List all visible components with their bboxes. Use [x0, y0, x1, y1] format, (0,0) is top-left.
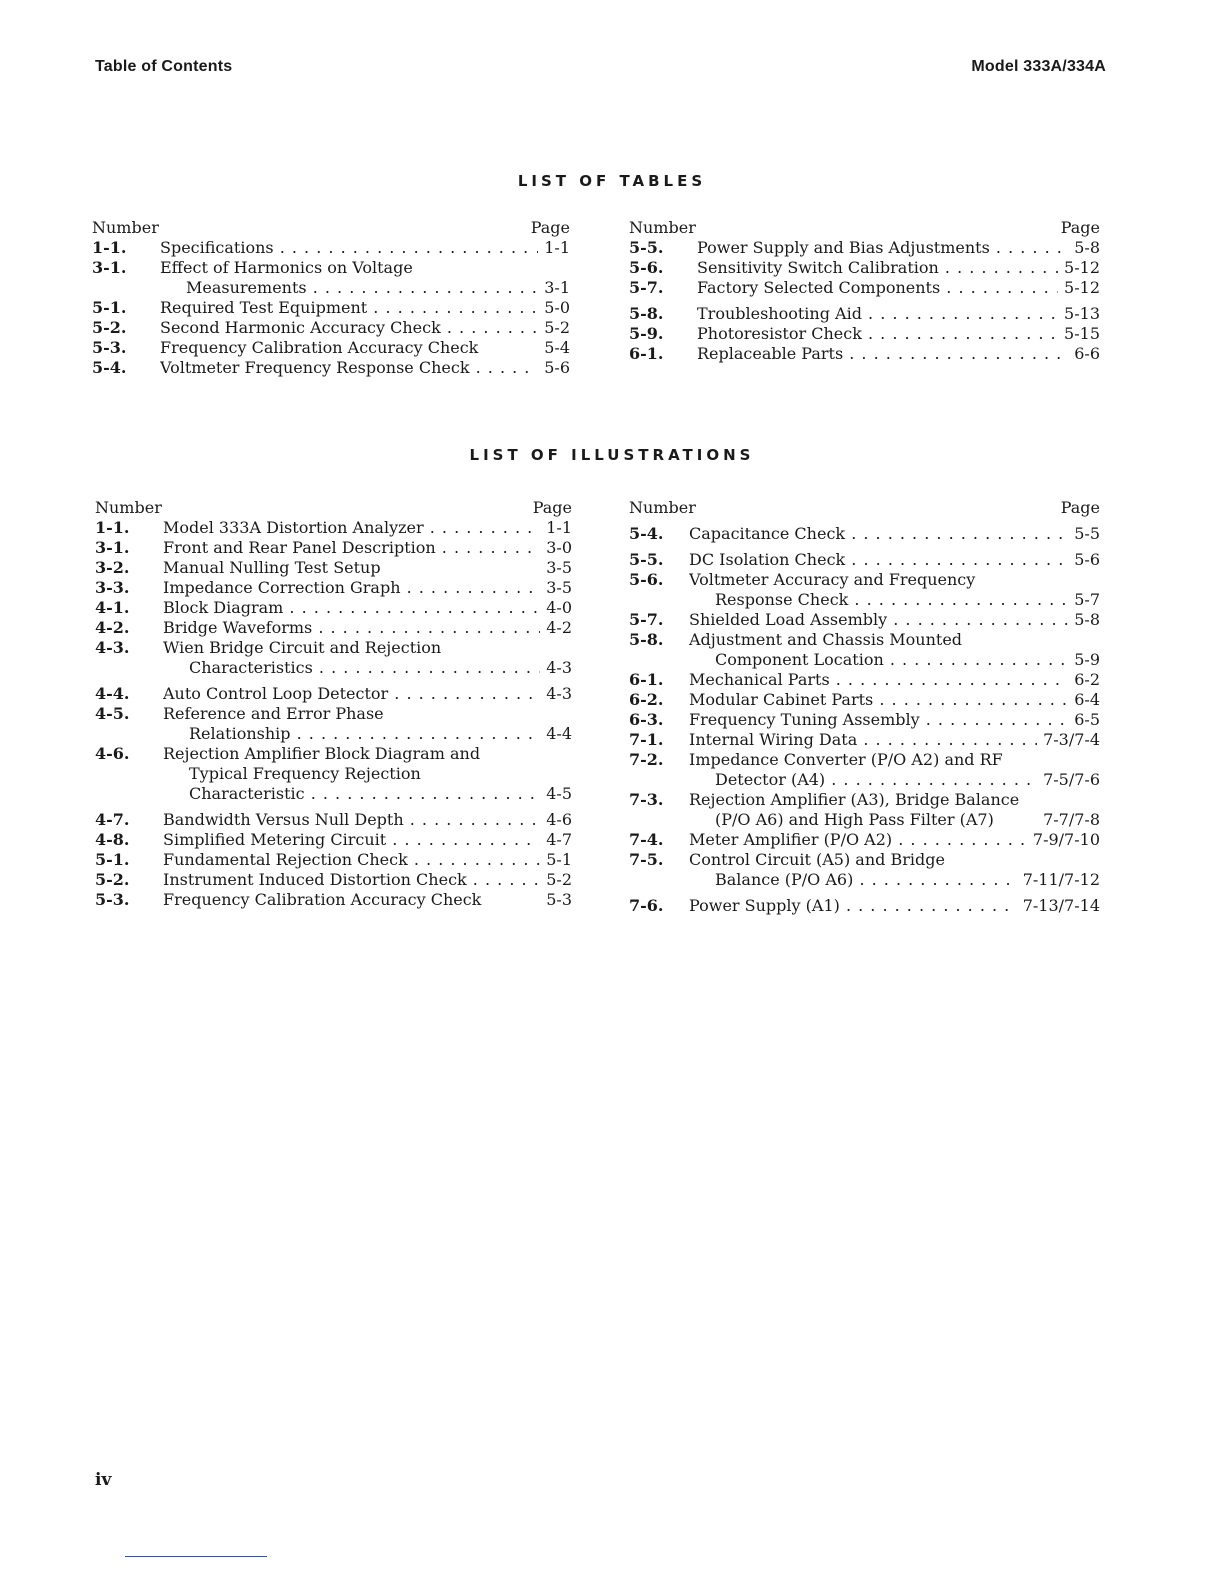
- toc-entry: [92, 358, 570, 378]
- entry-title-line: Fundamental Rejection Check . . .: [163, 850, 540, 870]
- entry-number: 4-7.: [95, 810, 130, 829]
- entry-page: 7-7/7-8: [1043, 810, 1100, 829]
- entry-page: 4-4: [546, 724, 572, 743]
- entry-title: [163, 618, 540, 638]
- leader-dots: [857, 730, 1037, 749]
- entry-page: 5-0: [544, 298, 570, 317]
- entry-title-line: Instrument Induced Distortion Check . . .: [163, 870, 540, 890]
- entry-title-line: Control Circuit (A5) and Bridge: [689, 850, 945, 869]
- column-header: [629, 498, 1100, 518]
- entry-title-line: Voltmeter Accuracy and Frequency: [689, 570, 976, 589]
- entry-page: 5-1: [546, 850, 572, 869]
- entry-page: 4-5: [546, 784, 572, 803]
- entry-number: 7-5.: [629, 850, 664, 869]
- entry-page: 5-6: [1074, 550, 1100, 569]
- entry-page: 1-1: [546, 518, 572, 537]
- leader-dots: [305, 784, 541, 803]
- toc-entry: [92, 318, 570, 338]
- toc-entry: [629, 344, 1100, 364]
- entry-title-line: Mechanical Parts . . .: [689, 670, 1068, 690]
- entry-title-line: Manual Nulling Test Setup: [163, 558, 381, 577]
- entry-title-continuation: Characteristics . . .: [163, 658, 540, 678]
- toc-entry: [629, 570, 1100, 610]
- leader-dots: [887, 610, 1068, 629]
- entry-page: 6-5: [1074, 710, 1100, 729]
- column-header: [629, 218, 1100, 238]
- entry-page: 7-3/7-4: [1043, 730, 1100, 749]
- leader-dots: [848, 590, 1068, 609]
- entry-title-continuation: Response Check . . .: [689, 590, 1068, 610]
- entry-title-line: Required Test Equipment . . .: [160, 298, 538, 318]
- entry-title: [697, 304, 1058, 324]
- entry-title: [163, 538, 540, 558]
- entry-number: 5-9.: [629, 324, 664, 343]
- toc-entry: [95, 684, 572, 704]
- entry-title: [697, 258, 1058, 278]
- leader-dots: [830, 670, 1069, 689]
- entry-title: [689, 850, 1017, 890]
- page-column-label: Page: [1060, 498, 1100, 517]
- toc-entry: [95, 704, 572, 744]
- toc-entry: [95, 638, 572, 678]
- entry-title: [689, 570, 1068, 610]
- entry-page: 4-3: [546, 684, 572, 703]
- leader-dots: [845, 550, 1068, 569]
- entry-number: 1-1.: [92, 238, 127, 257]
- entry-title-line: Photoresistor Check . . .: [697, 324, 1058, 344]
- entry-page: 3-1: [544, 278, 570, 297]
- toc-entry: [95, 744, 572, 804]
- toc-entry: [95, 538, 572, 558]
- leader-dots: [408, 850, 540, 869]
- entry-number: 3-1.: [92, 258, 127, 277]
- leader-dots: [388, 684, 540, 703]
- entry-page: 5-8: [1074, 610, 1100, 629]
- leader-dots: [291, 724, 541, 743]
- leader-dots: [862, 304, 1058, 323]
- leader-dots: [920, 710, 1069, 729]
- entry-page: 7-11/7-12: [1022, 870, 1100, 889]
- leader-dots: [436, 538, 541, 557]
- entry-title: [689, 550, 1068, 570]
- entry-title: [689, 750, 1037, 790]
- entry-page: 5-9: [1074, 650, 1100, 669]
- entry-title-line: Front and Rear Panel Description . . .: [163, 538, 540, 558]
- entry-title: [163, 684, 540, 704]
- leader-dots: [401, 578, 541, 597]
- entry-number: 7-2.: [629, 750, 664, 769]
- entry-page: 6-4: [1074, 690, 1100, 709]
- entry-title-line: Factory Selected Components . . .: [697, 278, 1058, 298]
- toc-entry: [629, 304, 1100, 324]
- entry-title-line: Power Supply and Bias Adjustments . . .: [697, 238, 1068, 258]
- entry-title-line: Model 333A Distortion Analyzer . . .: [163, 518, 540, 538]
- entry-title-line: Troubleshooting Aid . . .: [697, 304, 1058, 324]
- entry-title-line: Impedance Correction Graph . . .: [163, 578, 540, 598]
- entry-number: 3-1.: [95, 538, 130, 557]
- entry-number: 4-8.: [95, 830, 130, 849]
- entry-title-line: Internal Wiring Data . . .: [689, 730, 1037, 750]
- entry-title: [697, 324, 1058, 344]
- leader-dots: [386, 830, 540, 849]
- entry-page: 5-8: [1074, 238, 1100, 257]
- entry-title-line: Meter Amplifier (P/O A2) . . .: [689, 830, 1027, 850]
- entry-title-line: Replaceable Parts . . .: [697, 344, 1068, 364]
- running-header-right: Model 333A/334A: [971, 58, 1106, 75]
- entry-page: 5-6: [544, 358, 570, 377]
- entry-title: [163, 744, 540, 804]
- toc-entry: [95, 870, 572, 890]
- page-column-label: Page: [1060, 218, 1100, 237]
- page-number: iv: [95, 1470, 112, 1490]
- column-header: [95, 498, 572, 518]
- entry-title-line: Specifications . . .: [160, 238, 538, 258]
- entry-title: [163, 704, 540, 744]
- entry-number: 7-1.: [629, 730, 664, 749]
- entry-title-continuation: Component Location . . .: [689, 650, 1068, 670]
- entry-title: [160, 258, 538, 298]
- toc-entry: [629, 730, 1100, 750]
- toc-entry: [95, 518, 572, 538]
- entry-page: 6-2: [1074, 670, 1100, 689]
- entry-title: [689, 524, 1068, 544]
- leader-dots: [424, 518, 541, 537]
- toc-entry: [95, 558, 572, 578]
- toc-entry: [629, 896, 1100, 916]
- toc-entry: [629, 630, 1100, 670]
- entry-number: 7-4.: [629, 830, 664, 849]
- toc-entry: [629, 238, 1100, 258]
- toc-entry: [95, 830, 572, 850]
- leader-dots: [939, 258, 1058, 277]
- entry-number: 5-8.: [629, 304, 664, 323]
- entry-page: 5-2: [546, 870, 572, 889]
- entry-number: 5-6.: [629, 570, 664, 589]
- entry-number: 6-1.: [629, 344, 664, 363]
- entry-title-line: Effect of Harmonics on Voltage: [160, 258, 413, 277]
- entry-number: 4-1.: [95, 598, 130, 617]
- entry-number: 6-3.: [629, 710, 664, 729]
- entry-number: 3-3.: [95, 578, 130, 597]
- entry-title: [163, 598, 540, 618]
- entry-page: 5-3: [546, 890, 572, 909]
- toc-entry: [629, 690, 1100, 710]
- entry-page: 3-0: [546, 538, 572, 557]
- entry-page: 5-13: [1064, 304, 1100, 323]
- entry-title: [163, 810, 540, 830]
- entry-page: 7-13/7-14: [1022, 896, 1100, 915]
- entry-page: 6-6: [1074, 344, 1100, 363]
- entry-title: [163, 830, 540, 850]
- leader-dots: [940, 278, 1058, 297]
- entry-page: 7-9/7-10: [1032, 830, 1100, 849]
- leader-dots: [274, 238, 539, 257]
- entry-number: 4-6.: [95, 744, 130, 763]
- entry-title: [697, 238, 1068, 258]
- toc-entry: [629, 324, 1100, 344]
- leader-dots: [404, 810, 541, 829]
- entry-number: 5-7.: [629, 610, 664, 629]
- entry-number: 5-1.: [92, 298, 127, 317]
- entry-title: [689, 690, 1068, 710]
- entry-page: 3-5: [546, 578, 572, 597]
- toc-entry: [629, 850, 1100, 890]
- page-column-label: Page: [530, 218, 570, 237]
- entry-title: [163, 558, 540, 578]
- entry-number: 6-1.: [629, 670, 664, 689]
- entry-number: 4-3.: [95, 638, 130, 657]
- entry-number: 5-5.: [629, 238, 664, 257]
- number-column-label: Number: [95, 498, 162, 517]
- entry-title-continuation: Balance (P/O A6) . . .: [689, 870, 1017, 890]
- entry-title-line: Capacitance Check . . .: [689, 524, 1068, 544]
- entry-title: [697, 278, 1058, 298]
- entry-title: [163, 638, 540, 678]
- entry-title: [160, 238, 538, 258]
- leader-dots: [873, 690, 1068, 709]
- leader-dots: [467, 870, 541, 889]
- entry-title-line: Rejection Amplifier Block Diagram and: [163, 744, 481, 763]
- entry-title: [689, 830, 1027, 850]
- leader-dots: [845, 524, 1068, 543]
- toc-entry: [629, 258, 1100, 278]
- entry-title-line: Second Harmonic Accuracy Check . . .: [160, 318, 538, 338]
- entry-title-line: Sensitivity Switch Calibration . . .: [697, 258, 1058, 278]
- tables-right-column: [629, 218, 1100, 364]
- entry-title-line: Adjustment and Chassis Mounted: [689, 630, 963, 649]
- toc-entry: [629, 550, 1100, 570]
- leader-dots: [312, 618, 540, 637]
- toc-entry: [92, 298, 570, 318]
- entry-title-continuation: Typical Frequency Rejection: [189, 764, 421, 783]
- leader-dots: [892, 830, 1027, 849]
- entry-number: 5-3.: [95, 890, 130, 909]
- column-header: [92, 218, 570, 238]
- leader-dots: [840, 896, 1017, 915]
- entry-page: 5-4: [544, 338, 570, 357]
- entry-page: 4-6: [546, 810, 572, 829]
- entry-title-line: Reference and Error Phase: [163, 704, 384, 723]
- entry-page: 3-5: [546, 558, 572, 577]
- entry-title-continuation: Measurements . . .: [160, 278, 538, 298]
- entry-title-line: Power Supply (A1) . . .: [689, 896, 1017, 916]
- toc-entry: [629, 710, 1100, 730]
- entry-title-line: Auto Control Loop Detector . . .: [163, 684, 540, 704]
- entry-page: 7-5/7-6: [1043, 770, 1100, 789]
- entry-title-line: Block Diagram . . .: [163, 598, 540, 618]
- entry-title-line: Bridge Waveforms . . .: [163, 618, 540, 638]
- entry-number: 5-1.: [95, 850, 130, 869]
- toc-entry: [95, 890, 572, 910]
- entry-number: 5-8.: [629, 630, 664, 649]
- entry-title: [689, 730, 1037, 750]
- number-column-label: Number: [629, 218, 696, 237]
- tables-left-column: [92, 218, 570, 378]
- toc-entry: [92, 258, 570, 298]
- entry-title: [697, 344, 1068, 364]
- page-column-label: Page: [532, 498, 572, 517]
- entry-number: 4-5.: [95, 704, 130, 723]
- entry-page: 1-1: [544, 238, 570, 257]
- entry-page: 5-7: [1074, 590, 1100, 609]
- entry-number: 5-4.: [629, 524, 664, 543]
- entry-number: 4-2.: [95, 618, 130, 637]
- entry-page: 5-12: [1064, 278, 1100, 297]
- toc-entry: [95, 598, 572, 618]
- entry-title-line: Bandwidth Versus Null Depth . . .: [163, 810, 540, 830]
- entry-number: 4-4.: [95, 684, 130, 703]
- entry-title: [163, 870, 540, 890]
- entry-title: [163, 578, 540, 598]
- leader-dots: [307, 278, 539, 297]
- list-of-tables-title: LIST OF TABLES: [517, 172, 707, 190]
- entry-number: 5-4.: [92, 358, 127, 377]
- entry-title-line: Impedance Converter (P/O A2) and RF: [689, 750, 1003, 769]
- leader-dots: [990, 238, 1068, 257]
- entry-number: 3-2.: [95, 558, 130, 577]
- entry-title-line: Rejection Amplifier (A3), Bridge Balance: [689, 790, 1020, 809]
- entry-title: [160, 358, 538, 378]
- entry-title: [160, 338, 538, 358]
- entry-title-continuation: Relationship . . .: [163, 724, 540, 744]
- entry-title-line: Frequency Calibration Accuracy Check: [160, 338, 479, 357]
- entry-title: [160, 318, 538, 338]
- leader-dots: [843, 344, 1068, 363]
- number-column-label: Number: [92, 218, 159, 237]
- entry-title-continuation: (P/O A6) and High Pass Filter (A7): [715, 810, 994, 829]
- entry-number: 5-2.: [92, 318, 127, 337]
- entry-number: 5-7.: [629, 278, 664, 297]
- entry-number: 5-3.: [92, 338, 127, 357]
- entry-title: [689, 630, 1068, 670]
- toc-entry: [629, 524, 1100, 544]
- entry-page: 4-3: [546, 658, 572, 677]
- entry-title: [689, 710, 1068, 730]
- entry-title: [689, 790, 1037, 830]
- entry-title: [163, 850, 540, 870]
- entry-title: [689, 896, 1017, 916]
- number-column-label: Number: [629, 498, 696, 517]
- entry-number: 6-2.: [629, 690, 664, 709]
- entry-number: 7-3.: [629, 790, 664, 809]
- entry-title-line: Voltmeter Frequency Response Check . . .: [160, 358, 538, 378]
- toc-entry: [629, 278, 1100, 298]
- entry-title: [160, 298, 538, 318]
- entry-title-continuation: Characteristic . . .: [163, 784, 540, 804]
- toc-entry: [629, 830, 1100, 850]
- toc-entry: [92, 238, 570, 258]
- entry-title: [163, 890, 540, 910]
- leader-dots: [862, 324, 1058, 343]
- entry-title-line: Modular Cabinet Parts . . .: [689, 690, 1068, 710]
- entry-page: 5-15: [1064, 324, 1100, 343]
- toc-entry: [92, 338, 570, 358]
- footer-rule: [125, 1556, 267, 1557]
- leader-dots: [283, 598, 540, 617]
- leader-dots: [853, 870, 1016, 889]
- toc-entry: [95, 578, 572, 598]
- entry-title: [163, 518, 540, 538]
- entry-page: 4-7: [546, 830, 572, 849]
- entry-number: 7-6.: [629, 896, 664, 915]
- entry-number: 5-5.: [629, 550, 664, 569]
- toc-entry: [629, 670, 1100, 690]
- entry-title-line: Frequency Calibration Accuracy Check: [163, 890, 482, 909]
- entry-page: 4-0: [546, 598, 572, 617]
- leader-dots: [884, 650, 1068, 669]
- leader-dots: [441, 318, 538, 337]
- leader-dots: [470, 358, 539, 377]
- toc-entry: [95, 850, 572, 870]
- leader-dots: [313, 658, 540, 677]
- toc-entry: [629, 610, 1100, 630]
- list-of-illustrations-title: LIST OF ILLUSTRATIONS: [469, 446, 755, 464]
- illustrations-left-column: [95, 498, 572, 910]
- entry-page: 5-2: [544, 318, 570, 337]
- entry-page: 5-5: [1074, 524, 1100, 543]
- running-header-left: Table of Contents: [95, 58, 233, 75]
- entry-title-continuation: Detector (A4) . . .: [689, 770, 1037, 790]
- leader-dots: [825, 770, 1037, 789]
- toc-entry: [629, 790, 1100, 830]
- entry-title-line: Simplified Metering Circuit . . .: [163, 830, 540, 850]
- entry-title-line: Wien Bridge Circuit and Rejection: [163, 638, 442, 657]
- entry-number: 5-2.: [95, 870, 130, 889]
- entry-title-line: Shielded Load Assembly . . .: [689, 610, 1068, 630]
- entry-title-line: DC Isolation Check . . .: [689, 550, 1068, 570]
- toc-entry: [95, 618, 572, 638]
- entry-title: [689, 670, 1068, 690]
- entry-page: 5-12: [1064, 258, 1100, 277]
- entry-title: [689, 610, 1068, 630]
- toc-entry: [95, 810, 572, 830]
- entry-number: 5-6.: [629, 258, 664, 277]
- entry-number: 1-1.: [95, 518, 130, 537]
- entry-page: 4-2: [546, 618, 572, 637]
- entry-title-line: Frequency Tuning Assembly . . .: [689, 710, 1068, 730]
- illustrations-right-column: [629, 498, 1100, 916]
- toc-entry: [629, 750, 1100, 790]
- leader-dots: [367, 298, 538, 317]
